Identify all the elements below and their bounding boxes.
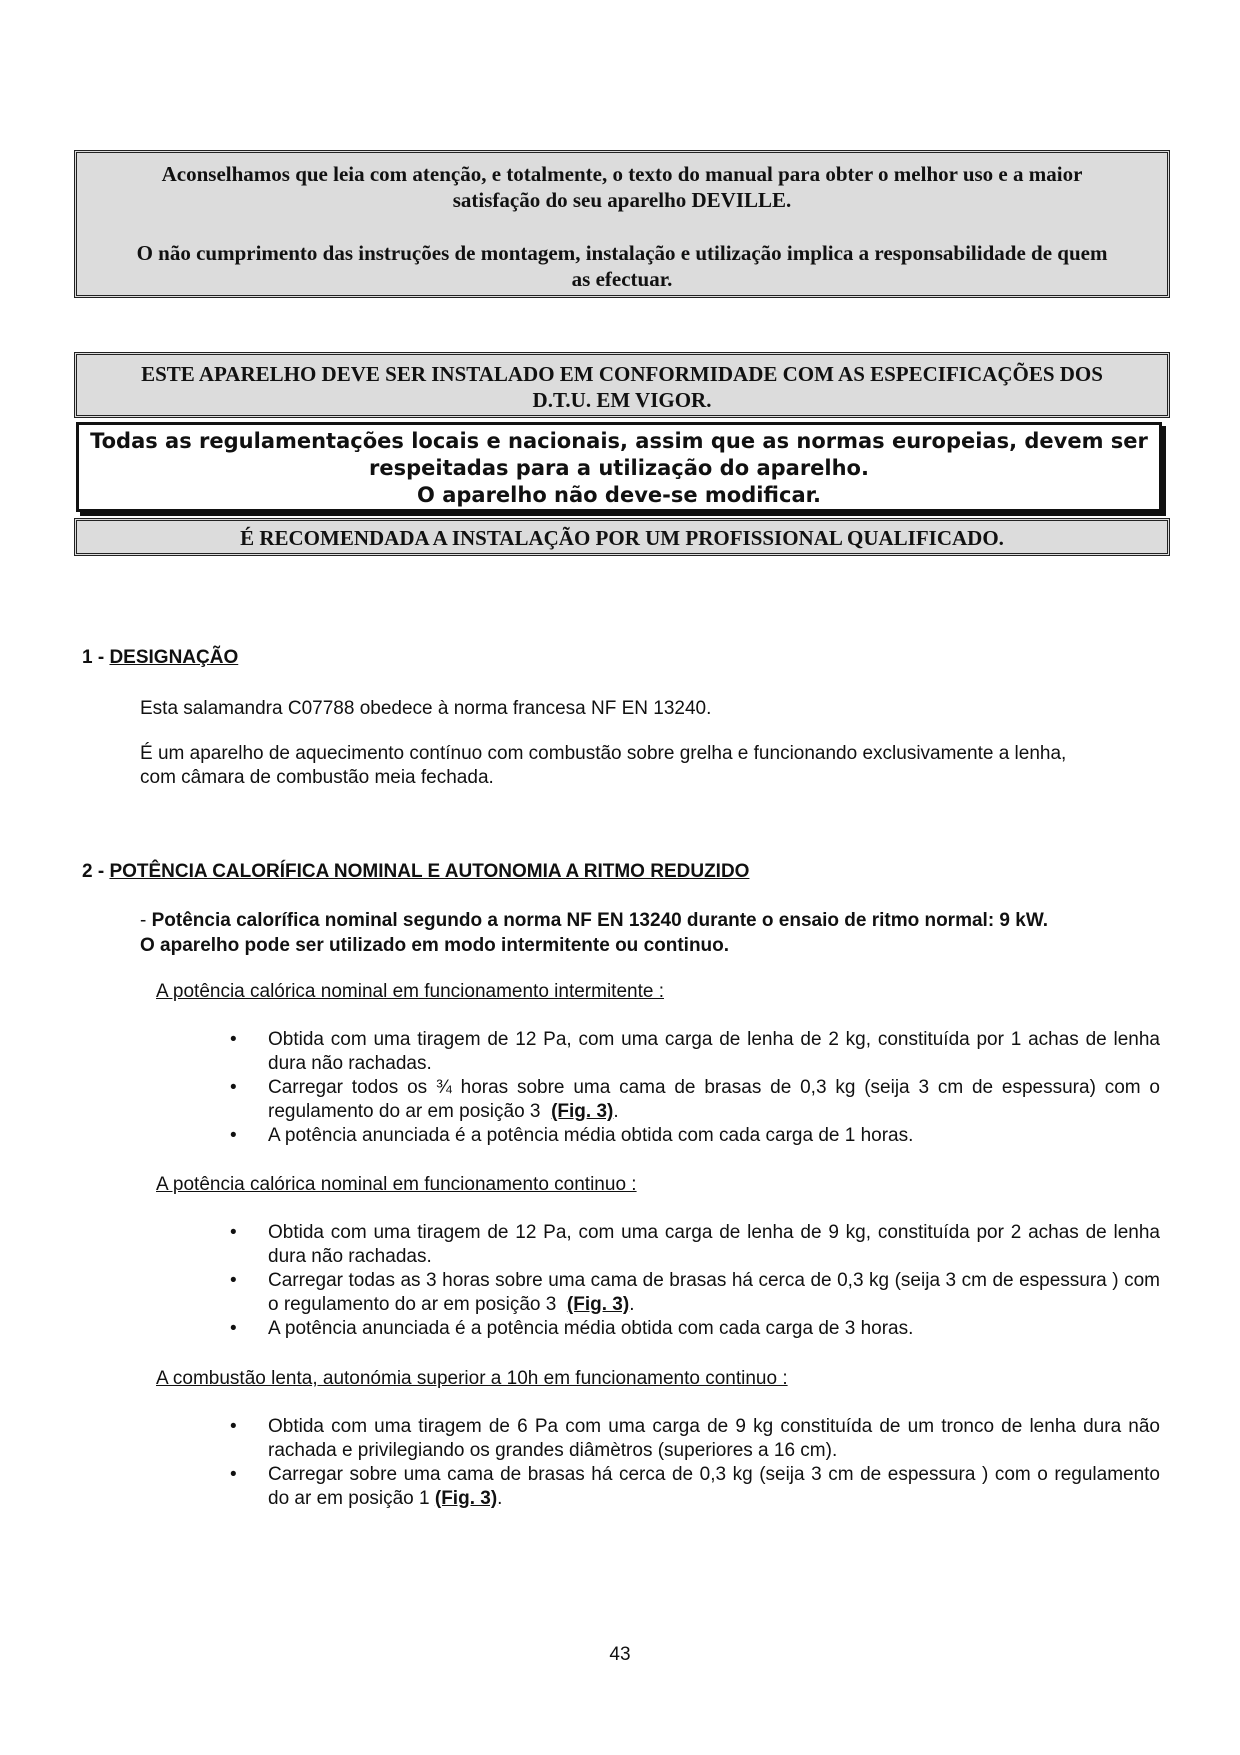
advice-line-2: satisfação do seu aparelho DEVILLE. bbox=[452, 188, 792, 212]
bullet-icon: • bbox=[230, 1077, 237, 1098]
figure-3-reference: (Fig. 3) bbox=[551, 1101, 614, 1122]
regulations-box bbox=[76, 422, 1162, 512]
section-2-intro bbox=[140, 908, 1160, 958]
list-item: • Obtida com uma tiragem de 6 Pa com uma carga de 9 kg constituída de um tronco de lenha dura não rachada e privilegiando os grandes diâmètros (superiores a 16 cm). bbox=[230, 1416, 1160, 1461]
list-item: • Carregar sobre uma cama de brasas há cerca de 0,3 kg (seija 3 cm de espessura ) com o regulamento do ar em posição 1 (Fig. 3). bbox=[230, 1464, 1160, 1509]
dtu-line-2: D.T.U. EM VIGOR. bbox=[532, 388, 712, 412]
section-2-intro-line-1 bbox=[140, 908, 1160, 933]
intro-dash: - bbox=[140, 910, 152, 931]
regulations-line-2: respeitadas para a utilização do aparelho. bbox=[369, 456, 869, 480]
list-item: • Carregar todos os ¾ horas sobre uma cama de brasas de 0,3 kg (seija 3 cm de espessura) com o regulamento do ar em posição 3 (Fig. 3). bbox=[230, 1077, 1160, 1122]
list-item: • Obtida com uma tiragem de 12 Pa, com uma carga de lenha de 9 kg, constituída por 2 achas de lenha dura não rachadas. bbox=[230, 1222, 1160, 1267]
section-1-description-line-1: É um aparelho de aquecimento contínuo com combustão sobre grelha e funcionando exclusivamente a lenha, bbox=[140, 743, 1067, 764]
bullet-icon: • bbox=[230, 1318, 237, 1339]
section-1-description-line-2: com câmara de combustão meia fechada. bbox=[140, 767, 494, 788]
section-2-title: POTÊNCIA CALORÍFICA NOMINAL E AUTONOMIA A RITMO REDUZIDO bbox=[109, 861, 750, 882]
section-1-heading bbox=[82, 647, 238, 669]
continuous-bullet-list bbox=[228, 1221, 1160, 1341]
advice-line-1: Aconselhamos que leia com atenção, e totalmente, o texto do manual para obter o melhor uso e a maior bbox=[161, 162, 1083, 186]
dtu-line-1: ESTE APARELHO DEVE SER INSTALADO EM CONFORMIDADE COM AS ESPECIFICAÇÕES DOS bbox=[141, 362, 1103, 386]
section-1-number: 1 - bbox=[82, 647, 110, 668]
section-2-number: 2 - bbox=[82, 861, 110, 882]
advice-notice-box bbox=[74, 150, 1170, 298]
list-item: • Carregar todas as 3 horas sobre uma cama de brasas há cerca de 0,3 kg (seija 3 cm de espessura ) com o regulamento do ar em posição 3 (Fig. 3). bbox=[230, 1270, 1160, 1315]
responsibility-line-2: as efectuar. bbox=[571, 267, 673, 291]
bullet-icon: • bbox=[230, 1125, 237, 1146]
no-modification-line: O aparelho não deve-se modificar. bbox=[417, 483, 821, 507]
list-item: • A potência anunciada é a potência média obtida com cada carga de 3 horas. bbox=[230, 1318, 914, 1339]
section-2-heading bbox=[82, 861, 749, 883]
bullet-icon: • bbox=[230, 1416, 237, 1437]
professional-install-line: É RECOMENDADA A INSTALAÇÃO POR UM PROFISSIONAL QUALIFICADO. bbox=[240, 526, 1004, 550]
section-1-standard-text: Esta salamandra C07788 obedece à norma francesa NF EN 13240. bbox=[140, 698, 712, 719]
figure-3-reference: (Fig. 3) bbox=[566, 1294, 630, 1315]
regulations-line-1: Todas as regulamentações locais e nacionais, assim que as normas europeias, devem ser bbox=[90, 429, 1148, 453]
nominal-power-text: Potência calorífica nominal segundo a norma NF EN 13240 durante o ensaio de ritmo normal: 9 kW. bbox=[151, 910, 1048, 931]
responsibility-line-1: O não cumprimento das instruções de montagem, instalação e utilização implica a responsabilidade de quem bbox=[136, 241, 1108, 265]
slow-combustion-heading: A combustão lenta, autonómia superior a 10h em funcionamento continuo : bbox=[156, 1368, 788, 1389]
continuous-heading: A potência calórica nominal em funcionamento continuo : bbox=[156, 1174, 637, 1195]
figure-3-reference: (Fig. 3) bbox=[434, 1488, 498, 1509]
professional-install-box bbox=[74, 518, 1170, 556]
bullet-icon: • bbox=[230, 1270, 237, 1291]
bullet-icon: • bbox=[230, 1464, 237, 1485]
dtu-conformity-box bbox=[74, 352, 1170, 418]
intermittent-heading: A potência calórica nominal em funcionamento intermitente : bbox=[156, 981, 664, 1002]
bullet-icon: • bbox=[230, 1222, 237, 1243]
bullet-icon: • bbox=[230, 1029, 237, 1050]
section-1-title: DESIGNAÇÃO bbox=[109, 647, 239, 668]
page-number: 43 bbox=[609, 1644, 631, 1665]
slow-combustion-bullet-list bbox=[228, 1415, 1160, 1511]
section-2-intro-line-2: O aparelho pode ser utilizado em modo intermitente ou continuo. bbox=[140, 935, 730, 956]
list-item: • Obtida com uma tiragem de 12 Pa, com uma carga de lenha de 2 kg, constituída por 1 achas de lenha dura não rachadas. bbox=[230, 1029, 1160, 1074]
list-item: • A potência anunciada é a potência média obtida com cada carga de 1 horas. bbox=[230, 1125, 914, 1146]
intermittent-bullet-list bbox=[228, 1028, 1160, 1148]
